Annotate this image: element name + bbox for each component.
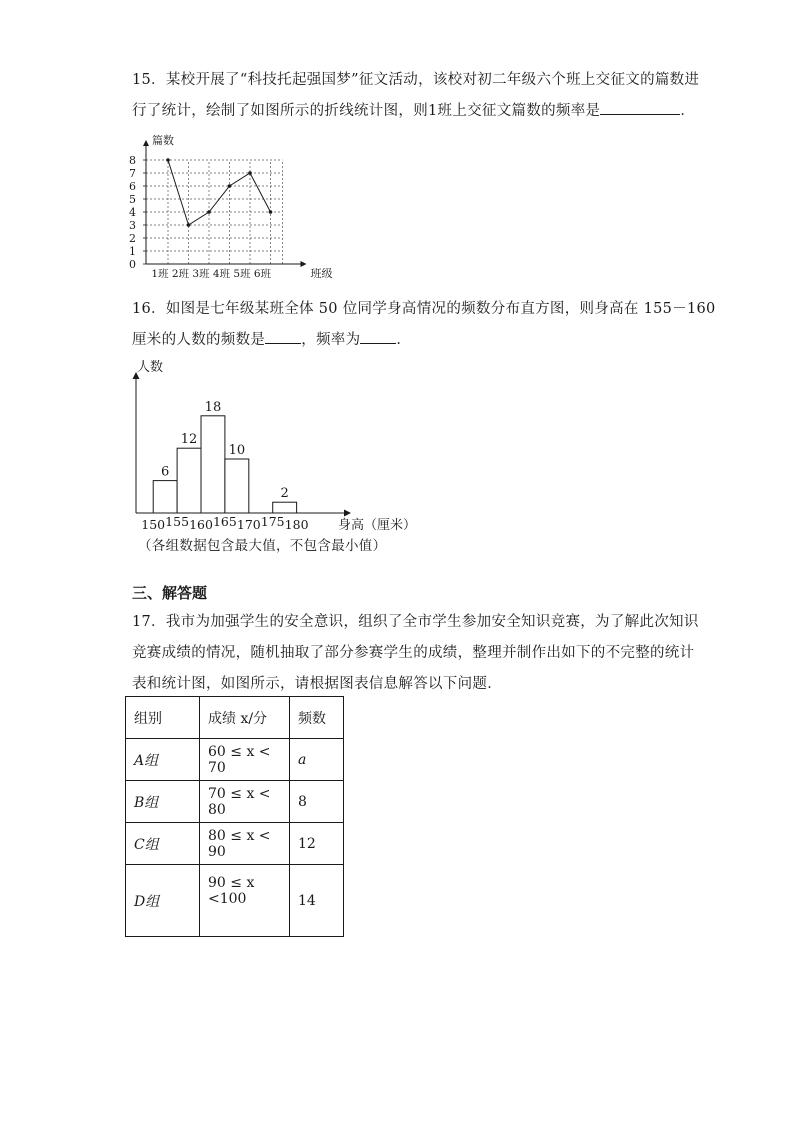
line-point <box>228 184 232 188</box>
q17-line1: 17．我市为加强学生的安全意识，组织了全市学生参加安全知识竞赛，为了解此次知识 <box>132 614 699 630</box>
line-chart-x-ticks <box>151 267 271 280</box>
histogram-bar <box>153 481 177 513</box>
x-tick-label: 170 <box>236 517 261 532</box>
line-point <box>269 210 273 214</box>
header-group: 组别 <box>126 697 200 739</box>
table-header-row <box>126 697 344 739</box>
line-point <box>166 158 170 162</box>
row-group: D组 <box>126 865 200 937</box>
x-tick-label: 155 <box>165 514 190 529</box>
bar-value-label: 12 <box>180 432 198 448</box>
q16-line2-c: ． <box>396 332 412 348</box>
x-tick-label: 4班 <box>212 268 231 280</box>
line-chart-series <box>168 160 271 225</box>
section-title: 三、解答题 <box>132 584 208 602</box>
row-group: C组 <box>126 823 200 865</box>
q17-line2: 竞赛成绩的情况，随机抽取了部分参赛学生的成绩，整理并制作出如下的不完整的统计 <box>132 645 695 661</box>
table-row <box>126 739 344 781</box>
row-range: 80 ≤ x < 90 <box>200 823 290 865</box>
q16-line2-b: ，频率为 <box>301 332 361 348</box>
q15-line2 <box>132 99 695 120</box>
line-point <box>207 210 211 214</box>
bar-value-label: 18 <box>204 399 222 415</box>
histogram-bars <box>153 416 296 513</box>
y-tick-label: 5 <box>129 193 136 206</box>
histogram-bar <box>177 448 201 513</box>
q15-line2-end: ． <box>680 103 696 119</box>
y-axis-arrow <box>143 140 149 146</box>
histogram-x-label: 身高（厘米） <box>338 518 417 533</box>
row-frequency: 8 <box>290 781 344 823</box>
histogram-tick-labels <box>141 514 308 532</box>
q15-line1: 15．某校开展了“科技托起强国梦”征文活动，该校对初二年级六个班上交征文的篇数进 <box>132 72 700 88</box>
table-row <box>126 823 344 865</box>
row-group: B组 <box>126 781 200 823</box>
q15-line2-text: 行了统计，绘制了如图所示的折线统计图，则1班上交征文篇数的频率是 <box>132 103 601 119</box>
table-row <box>126 781 344 823</box>
y-tick-label: 0 <box>129 258 136 271</box>
line-point <box>248 171 252 175</box>
row-frequency: a <box>290 739 344 781</box>
x-tick-label: 175 <box>260 514 285 529</box>
row-range: 90 ≤ x <100 <box>200 865 290 937</box>
y-tick-label: 3 <box>129 219 136 232</box>
x-tick-label: 1班 <box>151 268 169 280</box>
bar-value-label: 2 <box>280 486 289 502</box>
bar-value-label: 6 <box>161 464 170 480</box>
histogram-bar <box>273 502 297 513</box>
y-tick-label: 2 <box>129 232 136 245</box>
header-score: 成绩 x/分 <box>200 697 290 739</box>
x-axis-arrow <box>301 261 307 267</box>
line-chart-y-label: 篇数 <box>152 134 174 147</box>
x-tick-label: 5班 <box>233 268 251 280</box>
x-tick-label: 6班 <box>253 268 272 280</box>
q16-rate-blank[interactable] <box>360 343 396 344</box>
row-group: A组 <box>126 739 200 781</box>
class-essay-line-chart <box>124 132 333 282</box>
x-tick-label: 150 <box>141 517 166 532</box>
q15-answer-blank[interactable] <box>600 114 680 115</box>
x-tick-label: 165 <box>212 514 237 529</box>
q16-caption: （各组数据包含最大值，不包含最小值） <box>138 538 387 554</box>
line-chart-points <box>166 158 272 227</box>
line-chart-grid <box>146 160 283 264</box>
histogram-bar <box>225 459 249 513</box>
height-histogram <box>128 355 428 535</box>
histogram-bar <box>201 416 225 513</box>
y-tick-label: 7 <box>129 167 136 180</box>
q16-frequency-blank[interactable] <box>265 343 301 344</box>
x-tick-label: 2班 <box>171 268 190 280</box>
q16-line2-a: 厘米的人数的频数是 <box>132 332 266 348</box>
header-frequency: 频数 <box>290 697 344 739</box>
line-point <box>187 223 191 227</box>
line-chart-y-ticks <box>129 154 146 271</box>
y-tick-label: 6 <box>129 180 136 193</box>
grades-table <box>125 696 344 937</box>
x-tick-label: 160 <box>189 517 213 532</box>
row-frequency: 14 <box>290 865 344 937</box>
line-chart-x-label: 班级 <box>310 267 333 280</box>
x-tick-label: 180 <box>284 517 309 532</box>
histogram-y-label: 人数 <box>137 360 164 375</box>
row-frequency: 12 <box>290 823 344 865</box>
q17-line3: 表和统计图，如图所示，请根据图表信息解答以下问题． <box>132 676 502 692</box>
table-row <box>126 865 344 937</box>
bar-value-label: 10 <box>228 443 246 458</box>
q16-line2 <box>132 328 411 349</box>
row-range: 70 ≤ x < 80 <box>200 781 290 823</box>
q16-line1: 16．如图是七年级某班全体 50 位同学身高情况的频数分布直方图，则身高在 155－160 <box>132 301 716 317</box>
row-range: 60 ≤ x < 70 <box>200 739 290 781</box>
x-tick-label: 3班 <box>192 268 210 280</box>
y-tick-label: 8 <box>129 154 136 167</box>
y-tick-label: 4 <box>129 206 136 219</box>
x-axis-arrow <box>344 510 351 517</box>
y-tick-label: 1 <box>129 245 136 258</box>
